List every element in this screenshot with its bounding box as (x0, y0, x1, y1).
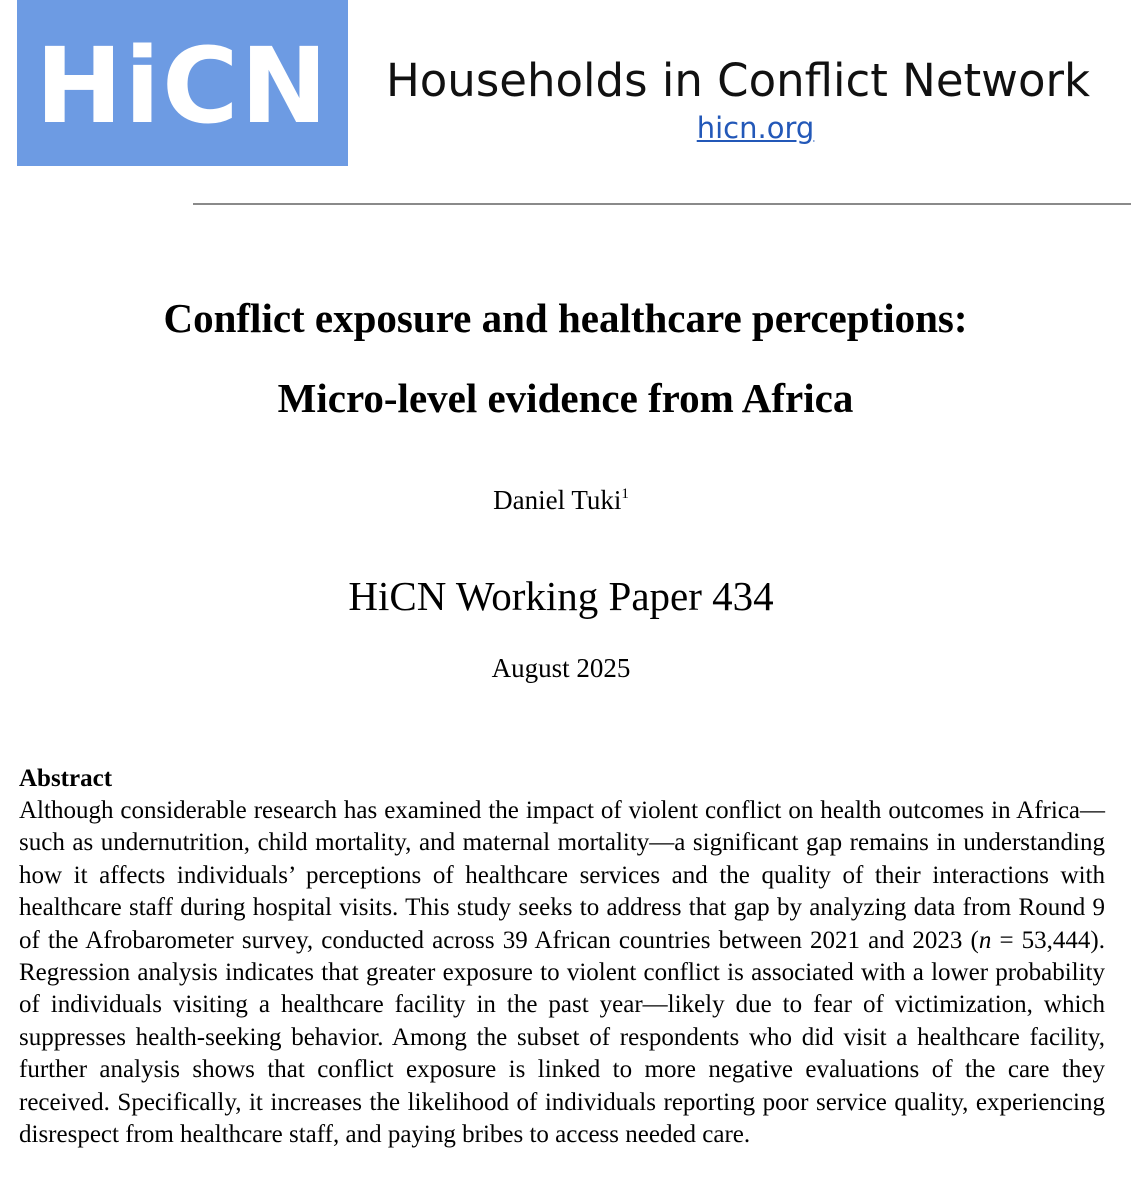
abstract-heading: Abstract (19, 765, 113, 792)
logo-text: HiCN (35, 25, 330, 147)
abstract-text-part-2: = 53,444). Regression analysis indicates that greater exposure to violent conflict is associated with a lower probability of individuals visiting a healthcare facility in the past year—likely due to fear of victimization, which suppresses health-seeking behavior. Among the subset of respondents who did visit a healthcare facility, further analysis shows that conflict exposure is linked to more negative evaluations of the care they received. Specifically, it increases the likelihood of individuals reporting poor service quality, experiencing disrespect from healthcare staff, and paying bribes to access needed care. (19, 926, 1105, 1149)
paper-title (0, 278, 1131, 438)
author-footnote-mark[interactable]: 1 (621, 486, 629, 502)
title-line-1: Conflict exposure and healthcare perceptions: (163, 295, 968, 341)
title-line-2: Micro-level evidence from Africa (277, 375, 854, 421)
author-name: Daniel Tuki (493, 485, 622, 515)
abstract-text-part-1: Although considerable research has examined the impact of violent conflict on health outcomes in Africa—such as undernutrition, child mortality, and maternal mortality—a significant gap remains in understanding how it affects individuals’ perceptions of healthcare services and the quality of their interactions with healthcare staff during hospital visits. This study seeks to address that gap by analyzing data from Round 9 of the Afrobarometer survey, conducted across 39 African countries between 2021 and 2023 ( (19, 797, 1105, 954)
org-name: Households in Conflict Network (385, 54, 1091, 107)
working-paper-series: HiCN Working Paper 434 (348, 573, 774, 619)
abstract-section (19, 763, 1105, 1151)
header-divider (193, 203, 1131, 205)
publication-date: August 2025 (491, 653, 631, 683)
author-line (0, 482, 1122, 518)
org-url-link[interactable]: hicn.org (696, 111, 815, 145)
abstract-body (19, 795, 1105, 1151)
org-link-container (368, 110, 1131, 146)
hicn-logo (17, 0, 348, 166)
sample-size-symbol: n (978, 926, 992, 954)
